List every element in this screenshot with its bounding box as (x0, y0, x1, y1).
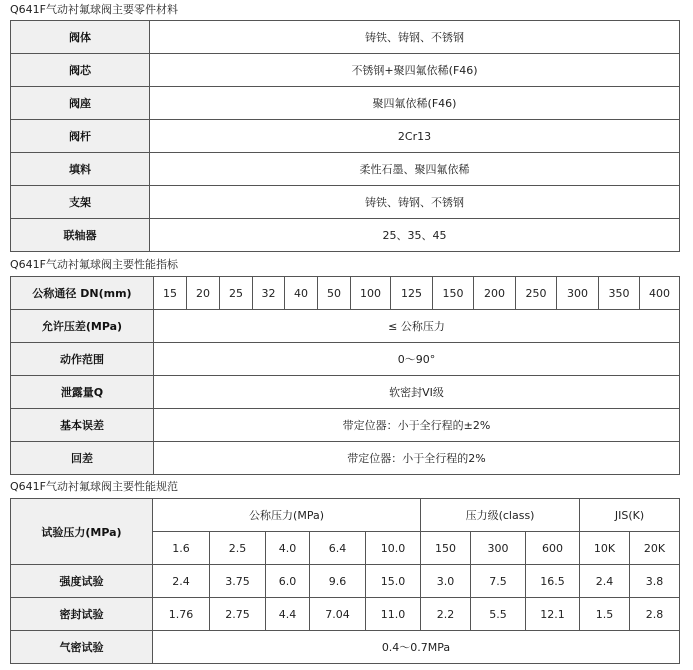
dn-value: 400 (640, 277, 680, 310)
spec-label: 泄露量Q (11, 376, 154, 409)
material-value: 2Cr13 (150, 120, 680, 153)
dn-row (11, 277, 680, 310)
material-value: 不锈钢+聚四氟依稀(F46) (150, 54, 680, 87)
group-header: 公称压力(MPa) (153, 499, 421, 532)
dn-value: 350 (599, 277, 640, 310)
group-header: JIS(K) (580, 499, 680, 532)
dn-value: 25 (220, 277, 253, 310)
dn-value: 40 (285, 277, 318, 310)
test-value: 2.75 (210, 598, 266, 631)
table-row (11, 219, 680, 252)
dn-value: 20 (187, 277, 220, 310)
table-row (11, 87, 680, 120)
material-value: 聚四氟依稀(F46) (150, 87, 680, 120)
test-value: 1.76 (153, 598, 210, 631)
material-value: 25、35、45 (150, 219, 680, 252)
dn-value: 50 (318, 277, 351, 310)
airtight-test-value: 0.4～0.7MPa (153, 631, 680, 664)
column-header: 600 (526, 532, 580, 565)
dn-value: 200 (474, 277, 516, 310)
test-spec-table-title: Q641F气动衬氟球阀主要性能规范 (10, 480, 178, 493)
test-value: 4.4 (266, 598, 310, 631)
column-header: 10.0 (366, 532, 421, 565)
column-header: 150 (421, 532, 471, 565)
spec-label: 动作范围 (11, 343, 154, 376)
test-label: 强度试验 (11, 565, 153, 598)
test-value: 6.0 (266, 565, 310, 598)
table-row (11, 598, 680, 631)
dn-value: 300 (557, 277, 599, 310)
part-name-label: 阀芯 (11, 54, 150, 87)
column-header: 1.6 (153, 532, 210, 565)
part-name-label: 阀体 (11, 21, 150, 54)
test-value: 2.4 (580, 565, 630, 598)
spec-label: 允许压差(MPa) (11, 310, 154, 343)
part-name-label: 填料 (11, 153, 150, 186)
test-value: 2.2 (421, 598, 471, 631)
part-name-label: 联轴器 (11, 219, 150, 252)
table-row (11, 153, 680, 186)
table-row (11, 376, 680, 409)
table-row (11, 442, 680, 475)
test-label: 密封试验 (11, 598, 153, 631)
material-value: 铸铁、铸钢、不锈钢 (150, 21, 680, 54)
spec-value: 带定位器：小于全行程的±2% (154, 409, 680, 442)
column-header: 10K (580, 532, 630, 565)
performance-table (10, 276, 680, 475)
column-header: 20K (630, 532, 680, 565)
test-value: 5.5 (471, 598, 526, 631)
test-value: 15.0 (366, 565, 421, 598)
material-value: 铸铁、铸钢、不锈钢 (150, 186, 680, 219)
column-header: 4.0 (266, 532, 310, 565)
airtight-row (11, 631, 680, 664)
part-name-label: 阀杆 (11, 120, 150, 153)
column-header: 2.5 (210, 532, 266, 565)
dn-value: 250 (516, 277, 557, 310)
performance-table-title: Q641F气动衬氟球阀主要性能指标 (10, 258, 178, 271)
column-header: 300 (471, 532, 526, 565)
dn-value: 150 (433, 277, 474, 310)
part-name-label: 支架 (11, 186, 150, 219)
test-value: 3.75 (210, 565, 266, 598)
table-row (11, 21, 680, 54)
table-row (11, 54, 680, 87)
test-value: 3.0 (421, 565, 471, 598)
table-row (11, 409, 680, 442)
test-value: 7.04 (310, 598, 366, 631)
spec-value: 0～90° (154, 343, 680, 376)
table-row (11, 343, 680, 376)
table-row (11, 565, 680, 598)
spec-label: 基本误差 (11, 409, 154, 442)
spec-value: 带定位器：小于全行程的2% (154, 442, 680, 475)
materials-table-title: Q641F气动衬氟球阀主要零件材料 (10, 3, 178, 16)
group-header: 压力级(class) (421, 499, 580, 532)
test-pressure-label: 试验压力(MPa) (11, 499, 153, 565)
dn-value: 15 (154, 277, 187, 310)
test-value: 7.5 (471, 565, 526, 598)
group-header-row (11, 499, 680, 532)
material-value: 柔性石墨、聚四氟依稀 (150, 153, 680, 186)
test-value: 1.5 (580, 598, 630, 631)
test-spec-table (10, 498, 680, 664)
column-header: 6.4 (310, 532, 366, 565)
dn-value: 32 (253, 277, 285, 310)
test-value: 2.8 (630, 598, 680, 631)
table-row (11, 120, 680, 153)
part-name-label: 阀座 (11, 87, 150, 120)
airtight-test-label: 气密试验 (11, 631, 153, 664)
materials-table (10, 20, 680, 252)
test-value: 3.8 (630, 565, 680, 598)
dn-value: 125 (391, 277, 433, 310)
dn-value: 100 (351, 277, 391, 310)
table-row (11, 310, 680, 343)
spec-value: ≤ 公称压力 (154, 310, 680, 343)
spec-label: 回差 (11, 442, 154, 475)
test-value: 16.5 (526, 565, 580, 598)
dn-label: 公称通径 DN(mm) (11, 277, 154, 310)
spec-value: 软密封VI级 (154, 376, 680, 409)
test-value: 11.0 (366, 598, 421, 631)
test-value: 2.4 (153, 565, 210, 598)
test-value: 12.1 (526, 598, 580, 631)
table-row (11, 186, 680, 219)
test-value: 9.6 (310, 565, 366, 598)
